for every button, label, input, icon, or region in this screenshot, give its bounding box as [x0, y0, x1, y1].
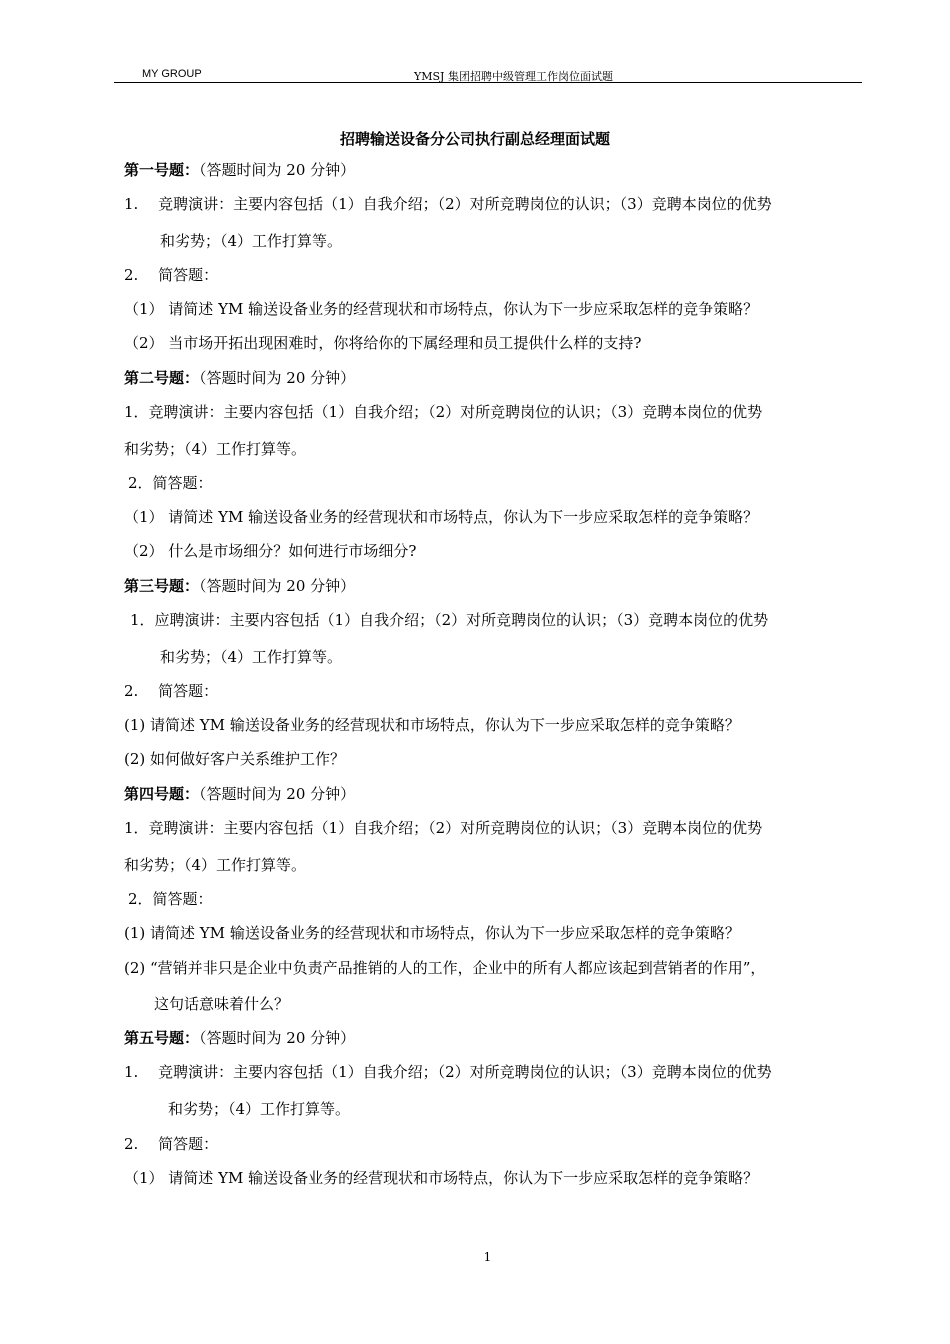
- section-4-line-6: 这句话意味着什么？: [154, 995, 290, 1013]
- section-5-line-3: 2. 简答题：: [124, 1135, 219, 1153]
- section-heading-3: 第三号题：（答题时间为 20 分钟）: [124, 577, 356, 595]
- section-2-line-5: （2） 什么是市场细分？如何进行市场细分?: [124, 542, 417, 560]
- section-4-line-1: 1．竞聘演讲：主要内容包括（1）自我介绍；（2）对所竞聘岗位的认识；（3）竞聘本岗位的优势: [124, 819, 763, 837]
- section-3-line-2: 和劣势；（4）工作打算等。: [160, 648, 343, 666]
- section-4-line-3: 2．简答题：: [128, 890, 213, 908]
- section-4-line-2: 和劣势；（4）工作打算等。: [124, 856, 307, 874]
- header-rule: [114, 82, 862, 83]
- section-1-line-4: （1） 请简述 YM 输送设备业务的经营现状和市场特点，你认为下一步应采取怎样的竞争策略？: [124, 300, 759, 318]
- header-center-text: YMSJ 集团招聘中级管理工作岗位面试题: [414, 70, 613, 83]
- section-2-line-2: 和劣势；（4）工作打算等。: [124, 440, 307, 458]
- section-3-line-5: (2) 如何做好客户关系维护工作？: [124, 750, 346, 768]
- section-5-line-4: （1） 请简述 YM 输送设备业务的经营现状和市场特点，你认为下一步应采取怎样的竞争策略？: [124, 1169, 759, 1187]
- section-4-line-5: (2) “营销并非只是企业中负责产品推销的人的工作，企业中的所有人都应该起到营销者的作用”，: [124, 959, 766, 977]
- section-3-line-4: (1) 请简述 YM 输送设备业务的经营现状和市场特点，你认为下一步应采取怎样的竞争策略？: [124, 716, 740, 734]
- section-4-line-4: (1) 请简述 YM 输送设备业务的经营现状和市场特点，你认为下一步应采取怎样的竞争策略？: [124, 924, 740, 942]
- section-1-line-3: 2. 简答题：: [124, 266, 219, 284]
- section-heading-1: 第一号题：（答题时间为 20 分钟）: [124, 161, 356, 179]
- section-2-line-1: 1．竞聘演讲：主要内容包括（1）自我介绍；（2）对所竞聘岗位的认识；（3）竞聘本岗位的优势: [124, 403, 763, 421]
- section-heading-5: 第五号题：（答题时间为 20 分钟）: [124, 1029, 356, 1047]
- section-1-line-2: 和劣势；（4）工作打算等。: [160, 232, 343, 250]
- section-5-line-2: 和劣势；（4）工作打算等。: [168, 1100, 351, 1118]
- section-5-line-1: 1. 竞聘演讲：主要内容包括（1）自我介绍；（2）对所竞聘岗位的认识；（3）竞聘本岗位的优势: [124, 1063, 772, 1081]
- section-2-line-3: 2．简答题：: [128, 474, 213, 492]
- section-3-line-1: 1．应聘演讲：主要内容包括（1）自我介绍；（2）对所竞聘岗位的认识；（3）竞聘本岗位的优势: [130, 611, 769, 629]
- document-title: 招聘输送设备分公司执行副总经理面试题: [339, 130, 610, 148]
- section-3-line-3: 2. 简答题：: [124, 682, 219, 700]
- header-left-text: MY GROUP: [142, 68, 202, 80]
- section-heading-4: 第四号题：（答题时间为 20 分钟）: [124, 785, 356, 803]
- section-1-line-1: 1. 竞聘演讲：主要内容包括（1）自我介绍；（2）对所竞聘岗位的认识；（3）竞聘本岗位的优势: [124, 195, 772, 213]
- section-2-line-4: （1） 请简述 YM 输送设备业务的经营现状和市场特点，你认为下一步应采取怎样的竞争策略？: [124, 508, 759, 526]
- section-1-line-5: （2） 当市场开拓出现困难时，你将给你的下属经理和员工提供什么样的支持?: [124, 334, 642, 352]
- page-number: 1: [483, 1250, 492, 1264]
- section-heading-2: 第二号题：（答题时间为 20 分钟）: [124, 369, 356, 387]
